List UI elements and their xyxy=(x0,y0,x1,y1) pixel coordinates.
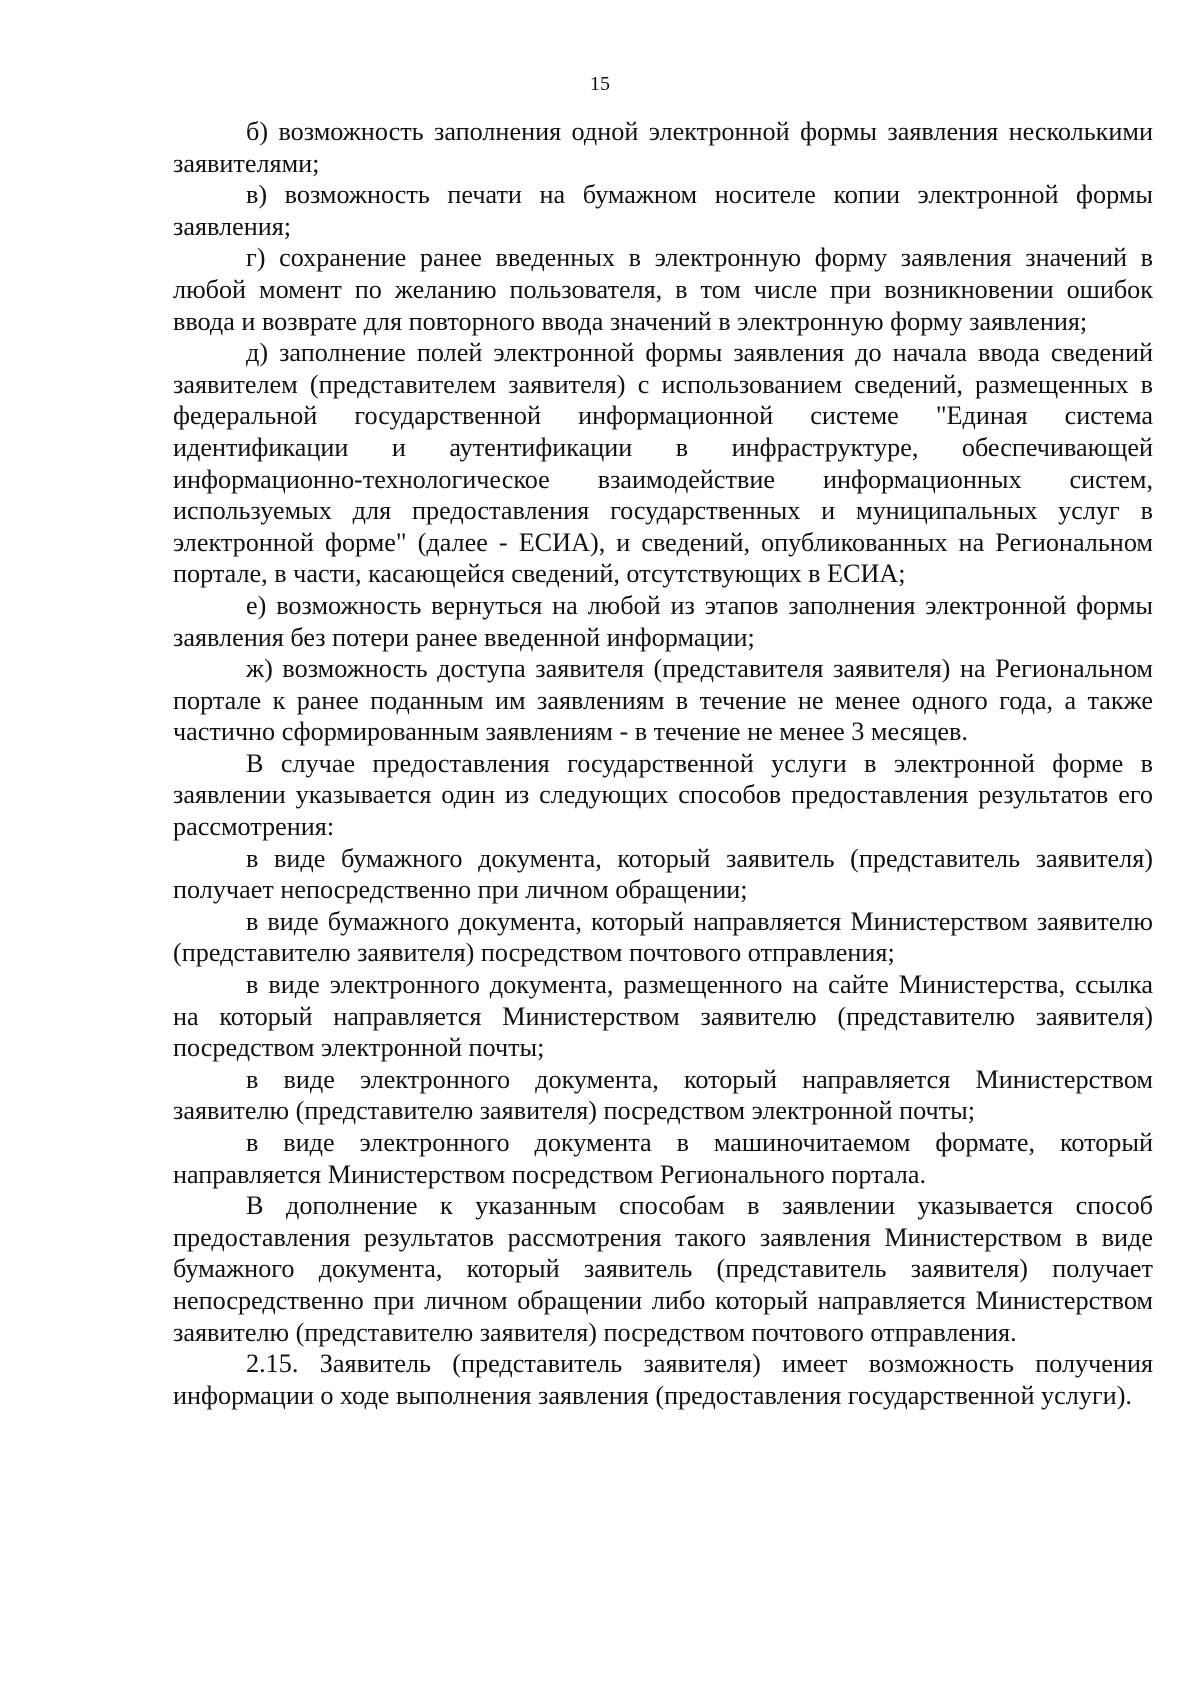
paragraph-v: в) возможность печати на бумажном носителе копии электронной формы заявления; xyxy=(173,180,1153,241)
paragraph-method-electronic-link: в виде электронного документа, размещенного на сайте Министерства, ссылка на который направляется Министерством заявителю (представителю заявителя) посредством электронной почты; xyxy=(173,970,1153,1063)
paragraph-result-methods-intro: В случае предоставления государственной услуги в электронной форме в заявлении указывается один из следующих способов предоставления результатов его рассмотрения: xyxy=(173,748,1153,842)
paragraph-zh: ж) возможность доступа заявителя (представителя заявителя) на Региональном портале к ранее поданным им заявлениям в течение не менее одного года, а также частично сформированным заявлениям - в течение не менее 3 месяцев. xyxy=(173,654,1153,747)
page-number: 15 xyxy=(590,73,610,95)
paragraph-method-paper-by-post: в виде бумажного документа, который направляется Министерством заявителю (представителю заявителя) посредством почтового отправления; xyxy=(173,906,1153,968)
paragraph-method-machine-readable: в виде электронного документа в машиночитаемом формате, который направляется Министерством посредством Регионального портала. xyxy=(173,1128,1153,1189)
paragraph-d: д) заполнение полей электронной формы заявления до начала ввода сведений заявителем (представителем заявителя) с использованием сведений, размещенных в федеральной государственной информационной системе "Единая система идентификации и аутентификации в инфраструктуре, обеспечивающей информационно-технологическое взаимодействие информационных систем, используемых для предоставления государственных и муниципальных услуг в электронной форме" (далее - ЕСИА), и сведений, опубликованных на Региональном портале, в части, касающейся сведений, отсутствующих в ЕСИА; xyxy=(173,338,1153,589)
paragraph-g: г) сохранение ранее введенных в электронную форму заявления значений в любой момент по желанию пользователя, в том числе при возникновении ошибок ввода и возврате для повторного ввода значений в электронную форму заявления; xyxy=(173,243,1153,336)
paragraph-e: е) возможность вернуться на любой из этапов заполнения электронной формы заявления без потери ранее введенной информации; xyxy=(173,590,1153,652)
paragraph-b: б) возможность заполнения одной электронной формы заявления несколькими заявителями; xyxy=(173,117,1153,178)
document-body xyxy=(173,116,1153,1411)
paragraph-method-paper-in-person: в виде бумажного документа, который заявитель (представитель заявителя) получает непосредственно при личном обращении; xyxy=(173,843,1153,905)
paragraph-method-electronic-email: в виде электронного документа, который направляется Министерством заявителю (представителю заявителя) посредством электронной почты; xyxy=(173,1064,1153,1126)
paragraph-2-15: 2.15. Заявитель (представитель заявителя) имеет возможность получения информации о ходе выполнения заявления (предоставления государственной услуги). xyxy=(173,1349,1153,1410)
paragraph-additional-method: В дополнение к указанным способам в заявлении указывается способ предоставления результатов рассмотрения такого заявления Министерством в виде бумажного документа, который заявитель (представитель заявителя) получает непосредственно при личном обращении либо который направляется Министерством заявителю (представителю заявителя) посредством почтового отправления. xyxy=(173,1191,1153,1347)
